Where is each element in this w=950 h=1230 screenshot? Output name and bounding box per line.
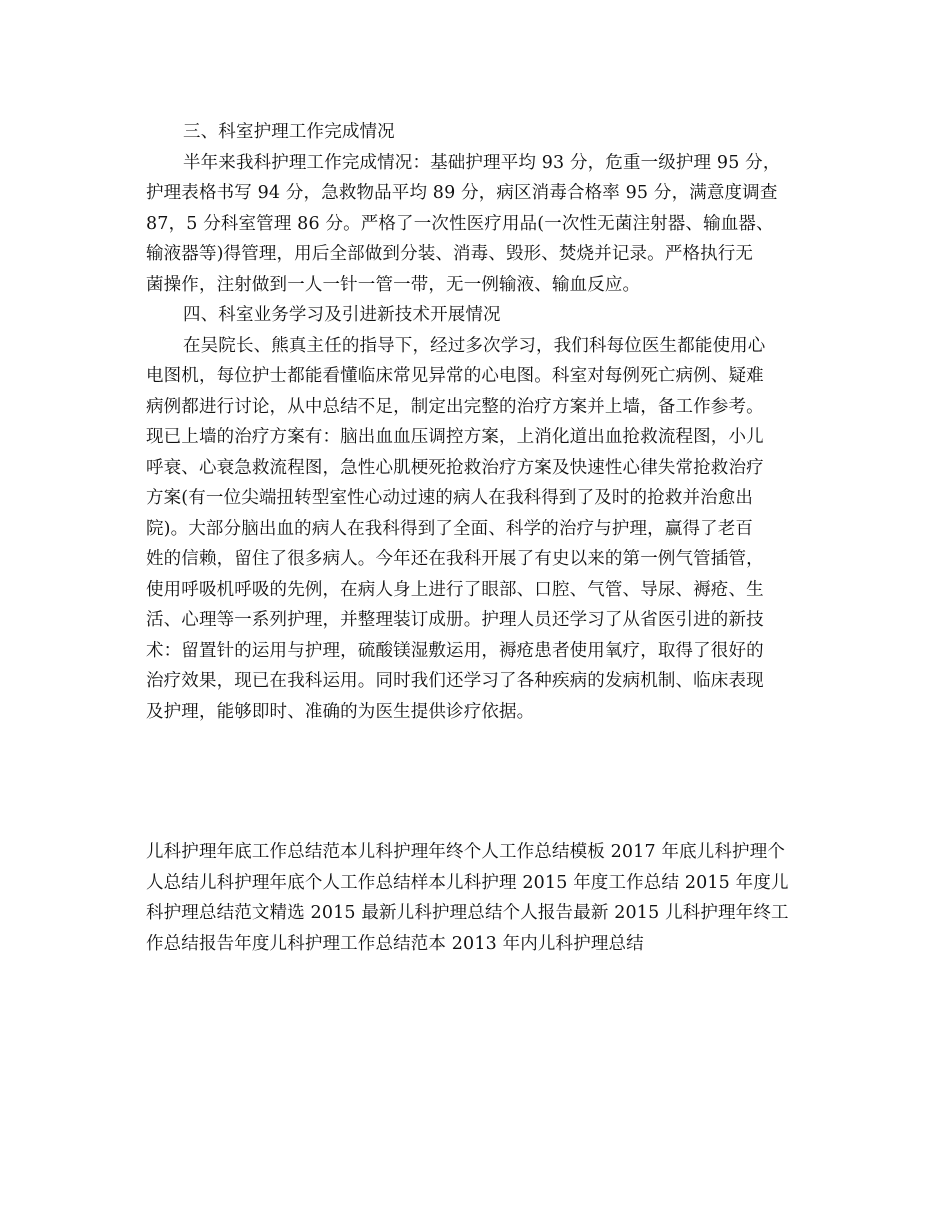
paragraph-line: 治疗效果，现已在我科运用。同时我们还学习了各种疾病的发病机制、临床表现 bbox=[146, 671, 764, 691]
related-line: 人总结儿科护理年底个人工作总结样本儿科护理 2015 年度工作总结 2015 年度儿 bbox=[146, 872, 789, 893]
paragraph-line: 菌操作，注射做到一人一针一管一带，无一例输液、输血反应。 bbox=[146, 274, 641, 295]
paragraph-line: 半年来我科护理工作完成情况：基础护理平均 93 分，危重一级护理 95 分， bbox=[183, 152, 781, 173]
paragraph-line: 输液器等)得管理，用后全部做到分装、消毒、毁形、焚烧并记录。严格执行无 bbox=[146, 244, 754, 264]
paragraph-line: 87，5 分科室管理 86 分。严格了一次性医疗用品(一次性无菌注射器、输血器、 bbox=[146, 213, 774, 234]
paragraph-line: 病例都进行讨论，从中总结不足，制定出完整的治疗方案并上墙，备工作参考。 bbox=[146, 396, 764, 417]
section-heading: 三、科室护理工作完成情况 bbox=[183, 122, 395, 142]
paragraph-line: 院)。大部分脑出血的病人在我科得到了全面、科学的治疗与护理，赢得了老百 bbox=[146, 518, 754, 539]
section-heading: 四、科室业务学习及引进新技术开展情况 bbox=[183, 305, 501, 325]
paragraph-line: 护理表格书写 94 分，急救物品平均 89 分，病区消毒合格率 95 分，满意度调查 bbox=[146, 183, 778, 203]
paragraph-line: 方案(有一位尖端扭转型室性心动过速的病人在我科得到了及时的抢救并治愈出 bbox=[146, 488, 754, 508]
related-articles bbox=[146, 837, 816, 960]
paragraph-line: 使用呼吸机呼吸的先例，在病人身上进行了眼部、口腔、气管、导尿、褥疮、生 bbox=[146, 579, 764, 600]
paragraph-line: 术：留置针的运用与护理，硫酸镁湿敷运用，褥疮患者使用氧疗，取得了很好的 bbox=[146, 640, 764, 661]
paragraph-line: 姓的信赖，留住了很多病人。今年还在我科开展了有史以来的第一例气管插管， bbox=[146, 549, 764, 569]
paragraph-line: 在吴院长、熊真主任的指导下，经过多次学习，我们科每位医生都能使用心 bbox=[183, 335, 766, 356]
paragraph-line: 及护理，能够即时、准确的为医生提供诊疗依据。 bbox=[146, 701, 535, 722]
related-line: 科护理总结范文精选 2015 最新儿科护理总结个人报告最新 2015 儿科护理年终工 bbox=[146, 903, 789, 924]
paragraph-line: 电图机，每位护士都能看懂临床常见异常的心电图。科室对每例死亡病例、疑难 bbox=[146, 366, 764, 386]
paragraph-line: 活、心理等一系列护理，并整理装订成册。护理人员还学习了从省医引进的新技 bbox=[146, 610, 764, 630]
paragraph-line: 呼衰、心衰急救流程图，急性心肌梗死抢救治疗方案及快速性心律失常抢救治疗 bbox=[146, 457, 764, 478]
document-body bbox=[146, 117, 810, 727]
paragraph-line: 现已上墙的治疗方案有：脑出血血压调控方案，上消化道出血抢救流程图，小儿 bbox=[146, 427, 764, 447]
related-line: 儿科护理年底工作总结范本儿科护理年终个人工作总结模板 2017 年底儿科护理个 bbox=[146, 842, 786, 862]
related-line: 作总结报告年度儿科护理工作总结范本 2013 年内儿科护理总结 bbox=[146, 934, 644, 955]
